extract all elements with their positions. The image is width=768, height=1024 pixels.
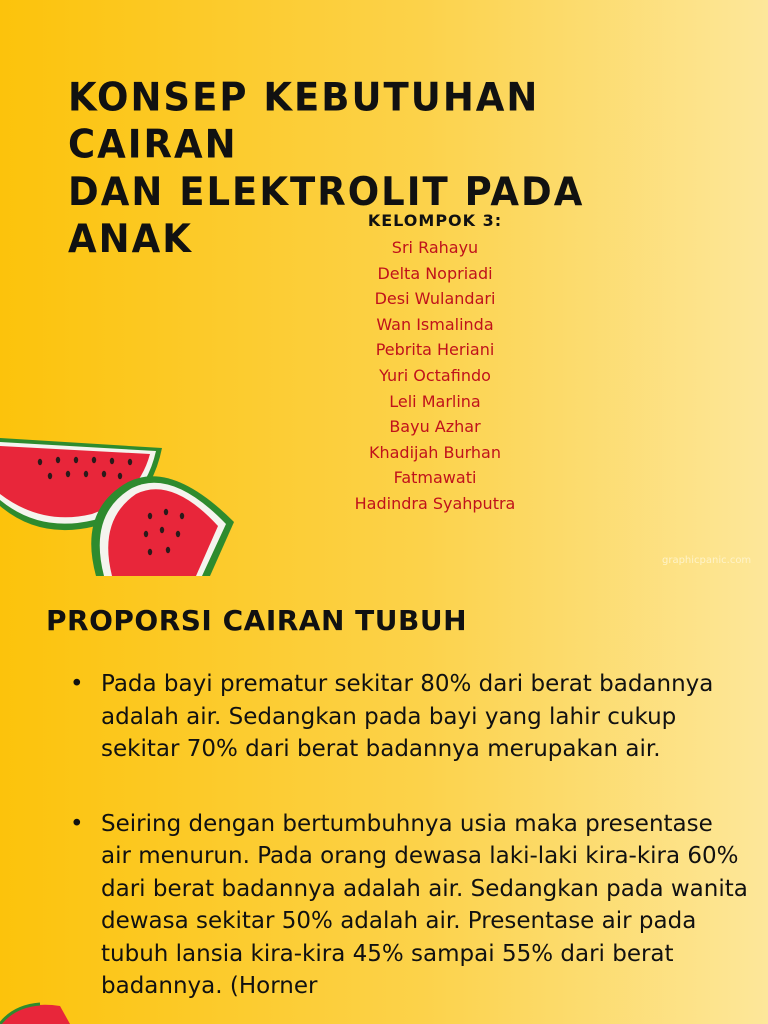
group-label: KELOMPOK 3: bbox=[367, 211, 503, 230]
member-name: Yuri Octafindo bbox=[379, 365, 491, 385]
member-name: Sri Rahayu bbox=[391, 238, 479, 257]
watermelon-slice-icon bbox=[0, 430, 250, 576]
group-members bbox=[290, 207, 580, 517]
member-name: Khadijah Burhan bbox=[368, 442, 501, 462]
member-name: Hadindra Syahputra bbox=[354, 493, 516, 513]
title-line-1: KONSEP KEBUTUHAN CAIRAN bbox=[68, 74, 540, 167]
member-name: Pebrita Heriani bbox=[375, 340, 495, 360]
member-name: Delta Nopriadi bbox=[377, 263, 493, 283]
member-name: Wan Ismalinda bbox=[376, 314, 494, 334]
member-list bbox=[290, 235, 580, 517]
member-name: Leli Marlina bbox=[389, 391, 481, 411]
member-name: Desi Wulandari bbox=[374, 289, 496, 309]
watermark: graphicpanic.com bbox=[662, 555, 752, 566]
bullet-list bbox=[70, 668, 750, 1003]
title-line-2: DAN ELEKTROLIT PADA ANAK bbox=[68, 169, 585, 262]
slide-heading: PROPORSI CAIRAN TUBUH bbox=[46, 604, 467, 637]
watermelon-slice-icon bbox=[0, 996, 70, 1024]
bullet-item: • Pada bayi prematur sekitar 80% dari berat badannya adalah air. Sedangkan pada bayi yang lahir cukup sekitar 70% dari berat badannya merupakan air. bbox=[70, 668, 750, 766]
member-name: Bayu Azhar bbox=[389, 417, 481, 437]
member-name: Fatmawati bbox=[393, 468, 477, 488]
slide-content bbox=[0, 576, 768, 1024]
bullet-item: • Seiring dengan bertumbuhnya usia maka presentase air menurun. Pada orang dewasa laki-laki kira-kira 60% dari berat badannya adalah air. Sedangkan pada wanita dewasa sekitar 50% adalah air. Presentase air pada tubuh lansia kira-kira 45% sampai 55% dari berat badannya. (Horner bbox=[70, 808, 750, 1003]
